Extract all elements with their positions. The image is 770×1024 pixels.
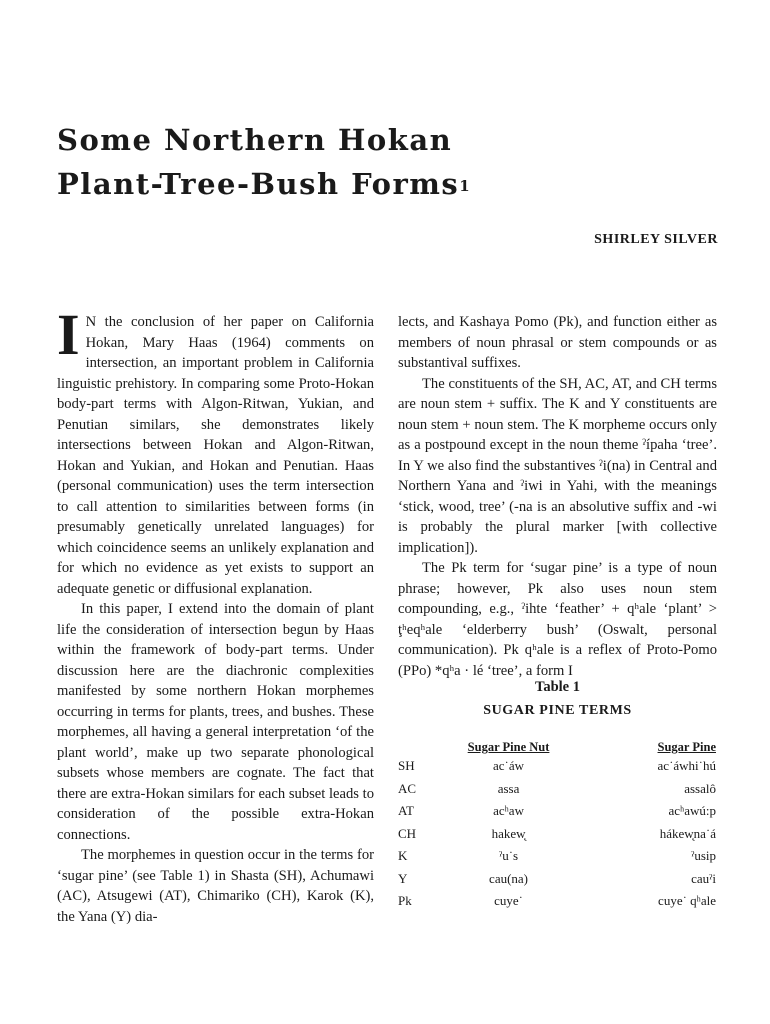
table-header-language bbox=[398, 733, 449, 755]
table-cell-pine: assalô bbox=[684, 780, 716, 796]
table-cell-nut: ac˙áw bbox=[493, 758, 525, 774]
table-header-pine: Sugar Pine bbox=[657, 740, 716, 754]
table-row bbox=[398, 845, 720, 868]
table-caption: SUGAR PINE TERMS bbox=[483, 703, 632, 718]
table-cell-language: Y bbox=[398, 870, 408, 886]
right-column bbox=[398, 312, 717, 681]
table-cell-nut: cuye˙ bbox=[494, 893, 523, 909]
right-paragraph-1: lects, and Kashaya Pomo (Pk), and function either as members of noun phrasal or stem compounds or as substantival suffixes. bbox=[398, 314, 717, 371]
article-title bbox=[57, 118, 717, 206]
table-row bbox=[398, 778, 720, 801]
table-row bbox=[398, 755, 720, 778]
table-cell-nut: assa bbox=[497, 780, 520, 796]
table-row bbox=[398, 890, 720, 913]
table-cell-nut: ˀu˙s bbox=[498, 848, 519, 864]
left-paragraph-2: In this paper, I extend into the domain of plant life the consideration of intersection begun by Haas within the framework of body-part terms. Under discussion here are the diachronic complexities manifested by some northern Hokan morphemes occurring in terms for plants, trees, and bushes. These morphemes, all having a general interpretation ‘of the plant world’, make up two separate phonological subsets whose members are cognate. The fact that there are extra-Hokan similars for each subset leads to consideration of the possible extra-Hokan connections. bbox=[57, 601, 374, 843]
title-footnote-mark: 1 bbox=[459, 177, 470, 195]
table-header-nut: Sugar Pine Nut bbox=[467, 740, 550, 754]
table-cell-language: AC bbox=[398, 780, 417, 796]
right-paragraph-3: The Pk term for ‘sugar pine’ is a type of noun phrase; however, Pk also uses noun stem compounding, e.g., ˀihte ‘feather’ + qʰale ‘plant’ > ţʰeqʰale ‘elderberry bush’ (Oswalt, personal communication). Pk qʰale is a reflex of Proto-Pomo (PPo) *qʰa · lé ‘tree’, a form I bbox=[398, 560, 717, 679]
table-cell-language: CH bbox=[398, 825, 417, 841]
title-line-1: Some Northern Hokan bbox=[57, 123, 453, 157]
sugar-pine-table bbox=[398, 733, 720, 913]
title-line-2: Plant-Tree-Bush Forms bbox=[57, 167, 460, 201]
table-cell-language: K bbox=[398, 848, 408, 864]
table-cell-pine: acʰawú:p bbox=[668, 803, 716, 819]
table-cell-pine: ˀusip bbox=[691, 848, 716, 864]
table-row bbox=[398, 823, 720, 846]
table-row bbox=[398, 800, 720, 823]
table-cell-pine: hákew̨na˙á bbox=[659, 825, 716, 841]
left-paragraph-3: The morphemes in question occur in the terms for ‘sugar pine’ (see Table 1) in Shasta (SH), Achumawi (AC), Atsugewi (AT), Chimariko (CH), Karok (K), the Yana (Y) dia- bbox=[57, 847, 374, 925]
drop-cap: I bbox=[57, 302, 80, 367]
right-paragraph-2: The constituents of the SH, AC, AT, and CH terms are noun stem + suffix. The K and Y constituents are noun stem + noun stem. The K morpheme occurs only as a postpound except in the noun theme ˀípaha ‘tree’. In Y we also find the substantives ˀi(na) in Central and Northern Yana and ˀiwi in Yahi, with the meanings ‘stick, wood, tree’ (-na is an absolutive suffix and -wi is probably the plural marker [with collective implication]). bbox=[398, 375, 717, 556]
table-cell-nut: hakew̨ bbox=[491, 825, 526, 841]
left-paragraph-1-text: N the conclusion of her paper on California Hokan, Mary Haas (1964) comments on intersection, an important problem in California linguistic prehistory. In comparing some Proto-Hokan body-part terms with Algon-Ritwan, Yukian, and Penutian similars, she demonstrates likely intersections between Hokan and Algon-Ritwan, Hokan and Yukian, and Hokan and Penutian. Haas (personal communication) uses the term intersection to call attention to similarities between forms (in presumably genetically unrelated languages) for which coincidence seems an unlikely explanation and for which no evidence as yet exists to support an adequate genetic or diffusional explanation. bbox=[57, 314, 374, 597]
table-header-row bbox=[398, 733, 720, 755]
table-title: Table 1 bbox=[535, 679, 580, 695]
table-cell-nut: acʰaw bbox=[493, 803, 524, 819]
table-cell-pine: ac˙áwhi˙hú bbox=[657, 758, 716, 774]
left-paragraph-1 bbox=[57, 302, 374, 599]
table-cell-language: AT bbox=[398, 803, 414, 819]
author-name: SHIRLEY SILVER bbox=[594, 232, 718, 247]
left-column bbox=[57, 302, 374, 927]
table-cell-pine: cauˀi bbox=[691, 870, 716, 886]
table-cell-language: SH bbox=[398, 758, 415, 774]
table-cell-language: Pk bbox=[398, 893, 412, 909]
table-row bbox=[398, 868, 720, 891]
table-cell-pine: cuye˙ qʰale bbox=[658, 893, 716, 909]
table-cell-nut: cau(na) bbox=[489, 870, 529, 886]
